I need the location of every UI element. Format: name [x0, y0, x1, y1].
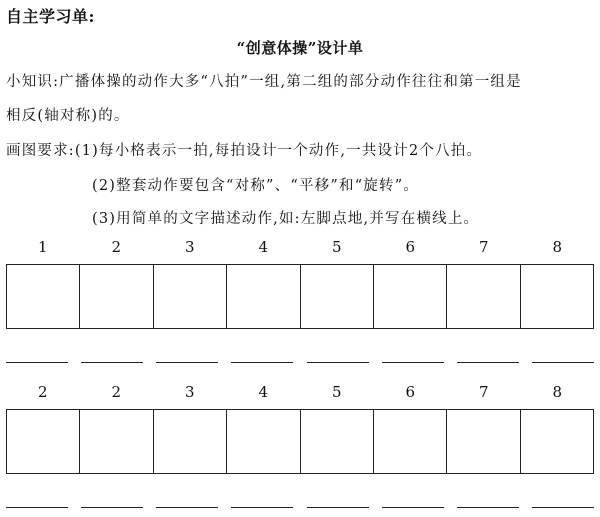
answer-line[interactable]	[382, 505, 444, 508]
answer-line[interactable]	[81, 360, 143, 363]
beat-number: 5	[331, 238, 342, 256]
drawing-cell[interactable]	[7, 265, 80, 328]
drawing-cell[interactable]	[447, 410, 520, 473]
drawing-cell[interactable]	[301, 410, 374, 473]
beat-number: 4	[258, 383, 269, 401]
answer-line[interactable]	[6, 505, 68, 508]
drawing-cell[interactable]	[521, 410, 593, 473]
knowledge-text-line-2: 相反(轴对称)的。	[6, 108, 130, 124]
beat-number: 8	[552, 383, 563, 401]
drawing-cell[interactable]	[374, 410, 447, 473]
answer-line[interactable]	[457, 360, 519, 363]
worksheet-heading: 自主学习单:	[6, 7, 95, 26]
drawing-requirement-3: (3)用简单的文字描述动作,如:左脚点地,并写在横线上。	[92, 211, 480, 227]
drawing-requirement-1: 画图要求:(1)每小格表示一拍,每拍设计一个动作,一共设计2个八拍。	[6, 143, 483, 159]
answer-line[interactable]	[156, 505, 218, 508]
answer-line[interactable]	[307, 360, 369, 363]
drawing-cell[interactable]	[227, 410, 300, 473]
beat-number: 7	[478, 238, 489, 256]
beat-number: 5	[331, 383, 342, 401]
beat-number: 7	[478, 383, 489, 401]
drawing-cell[interactable]	[447, 265, 520, 328]
answer-line[interactable]	[532, 505, 594, 508]
beat-number: 2	[37, 383, 48, 401]
beat-number: 4	[258, 238, 269, 256]
beat-number: 3	[184, 383, 195, 401]
beat-numbers-row-2	[6, 383, 594, 403]
answer-line[interactable]	[382, 360, 444, 363]
drawing-cell[interactable]	[521, 265, 593, 328]
beat-number: 2	[111, 238, 122, 256]
knowledge-text-line-1: 小知识:广播体操的动作大多“八拍”一组,第二组的部分动作往往和第一组是	[6, 74, 522, 90]
answer-line[interactable]	[307, 505, 369, 508]
beat-number: 6	[405, 383, 416, 401]
drawing-cell[interactable]	[227, 265, 300, 328]
drawing-cell[interactable]	[374, 265, 447, 328]
drawing-cell[interactable]	[80, 410, 153, 473]
drawing-cell[interactable]	[301, 265, 374, 328]
drawing-requirement-2: (2)整套动作要包含“对称”、“平移”和“旋转”。	[92, 178, 420, 194]
beat-number: 1	[37, 238, 48, 256]
beat-number: 2	[111, 383, 122, 401]
beat-numbers-row-1	[6, 238, 594, 258]
drawing-cell[interactable]	[154, 265, 227, 328]
beat-number: 8	[552, 238, 563, 256]
answer-line[interactable]	[532, 360, 594, 363]
answer-line[interactable]	[231, 360, 293, 363]
beat-number: 6	[405, 238, 416, 256]
answer-line[interactable]	[81, 505, 143, 508]
drawing-grid-row-2	[6, 409, 594, 474]
drawing-cell[interactable]	[7, 410, 80, 473]
answer-line[interactable]	[231, 505, 293, 508]
drawing-grid-row-1	[6, 264, 594, 329]
answer-lines-row-1	[6, 360, 594, 363]
answer-lines-row-2	[6, 505, 594, 508]
answer-line[interactable]	[156, 360, 218, 363]
answer-line[interactable]	[457, 505, 519, 508]
worksheet-title: “创意体操”设计单	[236, 39, 364, 57]
beat-number: 3	[184, 238, 195, 256]
answer-line[interactable]	[6, 360, 68, 363]
drawing-cell[interactable]	[154, 410, 227, 473]
drawing-cell[interactable]	[80, 265, 153, 328]
